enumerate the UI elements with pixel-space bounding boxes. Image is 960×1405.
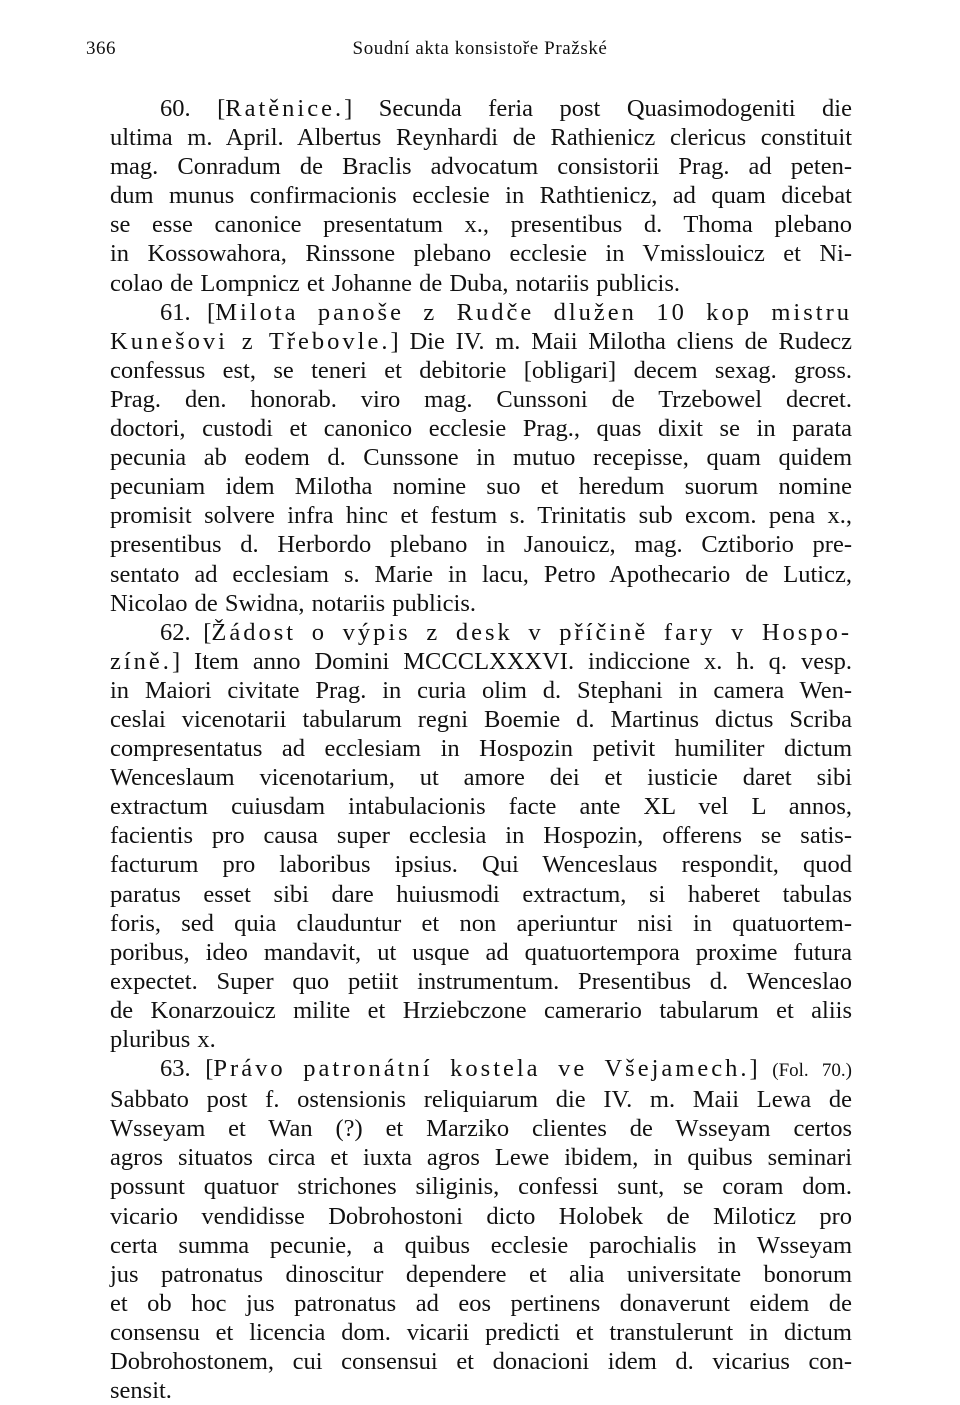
entry-number: 62.: [160, 618, 191, 646]
text-line: consensu et licencia dom. vicarii predicti et transtulerunt in dictum: [110, 1318, 852, 1346]
text-line: facientis pro causa super ecclesia in Hospozin, offerens se satis-: [110, 822, 852, 850]
entry-60-first-line: 60. [Ratěnice.] Secunda feria post Quasimodogeniti die: [160, 95, 852, 122]
text-line: Sabbato post f. ostensionis reliquiarum die IV. m. Maii Lewa de: [110, 1086, 852, 1114]
text-line: doctori, custodi et canonico ecclesie Prag., quas dixit se in parata: [110, 415, 852, 443]
text-line: facturum pro laboribus ipsius. Qui Wenceslaus respondit, quod: [110, 851, 852, 879]
text-line: Nicolao de Swidna, notariis publicis.: [110, 589, 476, 617]
text-line: sensit.: [110, 1377, 172, 1405]
text-line: jus patronatus dinoscitur dependere et alia universitate bonorum: [110, 1260, 852, 1288]
text-line: Wsseyam et Wan (?) et Marziko clientes de Wsseyam certos: [110, 1115, 852, 1143]
text-line: pecuniam idem Milotha nomine suo et heredum suorum nomine: [110, 473, 852, 501]
entry-heading: Ratěnice.: [225, 95, 345, 122]
entry-62-first-line: 62. [Žádost o výpis z desk v příčině fary v Hospo-: [160, 618, 852, 646]
text-line: Dobrohostonem, cui consensui et donacioni idem d. vicarius con-: [110, 1348, 852, 1376]
text-line: in Kossowahora, Rinssone plebano ecclesie in Vmisslouicz et Ni-: [110, 240, 852, 268]
entry-heading: Milota panoše z Rudče dlužen 10 kop mistru: [215, 298, 852, 326]
text-line: Prag. den. honorab. viro mag. Cunssoni de Trzebowel decret.: [110, 385, 852, 413]
text-line: compresentatus ad ecclesiam in Hospozin petivit humiliter dictum: [110, 735, 852, 763]
folio-reference: (Fol. 70.): [772, 1060, 852, 1082]
text-line: confessus est, se teneri et debitorie [obligari] decem sexag. gross.: [110, 356, 852, 384]
text-line: agros situatos circa et iuxta agros Lewe ibidem, in quibus seminari: [110, 1144, 852, 1172]
text-line: et ob hoc jus patronatus ad eos pertinens donaverunt eidem de: [110, 1289, 852, 1317]
text-line: extractum cuiusdam intabulacionis facte ante XL vel L annos,: [110, 793, 852, 821]
body-text: [110, 94, 852, 1405]
text-line: foris, sed quia clauduntur et non aperiuntur nisi in quatuortem-: [110, 909, 852, 937]
text-line: colao de Lompnicz et Johanne de Duba, notariis publicis.: [110, 269, 680, 297]
entry-heading-cont: Kunešovi z Třebovle.: [110, 327, 391, 355]
entry-number: 61.: [160, 298, 191, 326]
text-line: mag. Conradum de Braclis advocatum consistorii Prag. ad peten-: [110, 153, 852, 181]
running-title: Soudní akta konsistoře Pražské: [352, 38, 608, 59]
entry-heading: Žádost o výpis z desk v příčině fary v Hospo-: [211, 618, 852, 646]
text-line: paratus esset sibi dare huiusmodi extractum, si haberet tabulas: [110, 880, 852, 908]
text-line: ceslai vicenotarii tabularum regni Boemie d. Martinus dictus Scriba: [110, 705, 852, 733]
text-line: dum munus confirmacionis ecclesie in Rathtienicz, ad quam dicebat: [110, 182, 852, 210]
text-line: poribus, ideo mandavit, ut usque ad quatuortempora proxime futura: [110, 938, 852, 966]
text-line: Wenceslaum vicenotarium, ut amore dei et iusticie daret sibi: [110, 764, 852, 792]
entry-heading: Právo patronátní kostela ve Všejamech.: [213, 1055, 750, 1083]
text-line: presentibus d. Herbordo plebano in Janouicz, mag. Cztiborio pre-: [110, 531, 852, 559]
text-line: pluribus x.: [110, 1026, 216, 1053]
entry-61-second-line: Kunešovi z Třebovle.] Die IV. m. Maii Milotha cliens de Rudecz: [110, 327, 852, 355]
entry-number: 60.: [160, 95, 191, 122]
text-line: Die IV. m. Maii Milotha cliens de Rudecz: [409, 327, 852, 355]
entry-heading-cont: zíně.: [110, 647, 172, 675]
entry-62-second-line: zíně.] Item anno Domini MCCCLXXXVI. indiccione x. h. q. vesp.: [110, 647, 852, 675]
text-line: in Maiori civitate Prag. in curia olim d. Stephani in camera Wen-: [110, 676, 852, 704]
text-line: Item anno Domini MCCCLXXXVI. indiccione x. h. q. vesp.: [194, 647, 852, 675]
entry-63-first-line: 63. [Právo patronátní kostela ve Všejamech.] (Fol. 70.): [160, 1055, 852, 1083]
text-line: ultima m. April. Albertus Reynhardi de Rathienicz clericus constituit: [110, 124, 852, 152]
entry-61-first-line: 61. [Milota panoše z Rudče dlužen 10 kop mistru: [160, 298, 852, 326]
page-number: 366: [86, 38, 116, 59]
text-line: se esse canonice presentatum x., presentibus d. Thoma plebano: [110, 211, 852, 239]
text-line: de Konarzouicz milite et Hrziebczone camerario tabularum et aliis: [110, 996, 852, 1024]
text-line: promisit solvere infra hinc et festum s. Trinitatis sub excom. pena x.,: [110, 502, 852, 530]
text-line: expectet. Super quo petiit instrumentum. Presentibus d. Wenceslao: [110, 967, 852, 995]
text-line: Secunda feria post Quasimodogeniti die: [378, 95, 852, 122]
entry-number: 63.: [160, 1055, 191, 1083]
text-line: pecunia ab eodem d. Cunssone in mutuo recepisse, quam quidem: [110, 444, 852, 472]
text-line: possunt quatuor strichones siliginis, confessi sunt, se coram dom.: [110, 1173, 852, 1201]
text-line: vicario vendidisse Dobrohostoni dicto Holobek de Miloticz pro: [110, 1202, 852, 1230]
text-line: sentato ad ecclesiam s. Marie in lacu, Petro Apothecario de Luticz,: [110, 560, 852, 588]
text-line: certa summa pecunie, a quibus ecclesie parochialis in Wsseyam: [110, 1231, 852, 1259]
